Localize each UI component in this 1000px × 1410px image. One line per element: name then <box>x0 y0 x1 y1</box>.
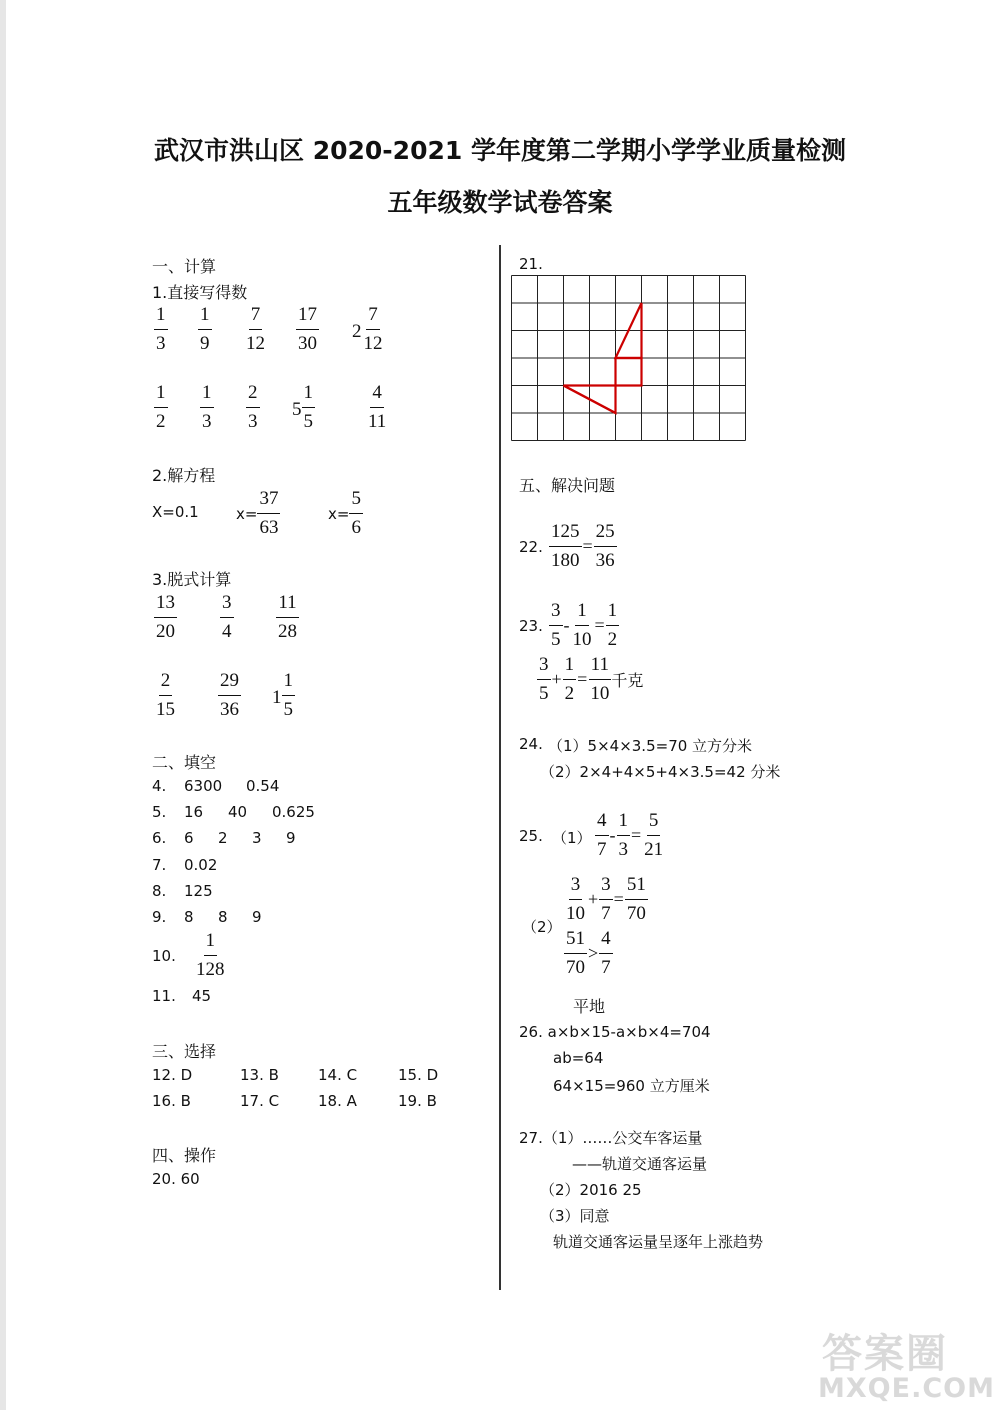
fill-item-number: 9. <box>152 908 167 926</box>
column-divider <box>499 245 501 1290</box>
section-2-heading: 二、填空 <box>152 753 217 772</box>
fill-item-value: 3 <box>252 829 262 848</box>
choice-answer: 19. B <box>398 1092 437 1110</box>
fraction: $\frac{1}{9}$ <box>200 304 210 354</box>
watermark-logo: 答案圈 <box>822 1331 948 1377</box>
fill-item-value: 6 <box>184 829 194 848</box>
question-22-number: 22. <box>519 538 543 556</box>
section-1-heading: 一、计算 <box>152 257 217 276</box>
fill-item-number: 10. <box>152 947 176 965</box>
fill-item-value: 0.02 <box>184 855 218 874</box>
fraction: $\frac{29}{36}$ <box>220 670 239 720</box>
choice-answer: 12. D <box>152 1066 193 1084</box>
fraction: $\frac{11}{28}$ <box>278 592 297 642</box>
fill-item-number: 11. <box>152 987 176 1005</box>
fill-item-value: 8 <box>218 908 228 926</box>
fill-item-number: 4. <box>152 777 167 795</box>
choice-answer: 16. B <box>152 1092 191 1110</box>
question-27-line-4: （3）同意 <box>540 1207 610 1225</box>
question-27-line-2: ——轨道交通客运量 <box>572 1155 708 1173</box>
fill-item-value: 2 <box>218 829 228 848</box>
section-5-heading: 五、解决问题 <box>519 476 616 495</box>
fraction: $\frac{7}{12}$ <box>246 304 265 354</box>
question-22-answer: $\frac{125}{180}$ = $\frac{25}{36}$ <box>551 521 615 571</box>
watermark-url: MXQE.COM <box>818 1373 995 1404</box>
question-26-line-1: 26. a×b×15-a×b×4=704 <box>519 1023 711 1041</box>
fill-item-number: 8. <box>152 881 167 900</box>
fraction: $\frac{2}{3}$ <box>248 382 258 432</box>
fraction: $\frac{4}{11}$ <box>368 382 387 432</box>
fill-item-value: 0.625 <box>272 803 315 822</box>
question-23-number: 23. <box>519 617 543 635</box>
fraction: $\frac{1}{3}$ <box>156 304 166 354</box>
equation-answer-1: X=0.1 <box>152 503 199 521</box>
choice-answer: 15. D <box>398 1066 439 1084</box>
fraction: $\frac{2}{15}$ <box>156 670 175 720</box>
fill-item-number: 7. <box>152 855 167 874</box>
question-26-line-2: ab=64 <box>553 1049 604 1067</box>
fill-item-value: 125 <box>184 881 213 900</box>
mixed-number: 2 $\frac{7}{12}$ <box>352 304 383 354</box>
question-25-part-1-label: （1） <box>552 829 592 847</box>
fraction: $\frac{17}{30}$ <box>298 304 317 354</box>
question-23-line-2: $\frac{3}{5}$ + $\frac{1}{2}$ = $\frac{11}{10}$ 千克 <box>539 654 644 704</box>
fill-item-value: 9 <box>252 908 262 926</box>
question-21-grid <box>511 275 747 443</box>
mixed-number: 1 $\frac{1}{5}$ <box>272 670 293 720</box>
fill-item-number: 6. <box>152 829 167 848</box>
question-27-line-3: （2）2016 25 <box>540 1181 642 1199</box>
equation-answer-3: x= $\frac{5}{6}$ <box>328 488 361 538</box>
question-23-line-1: $\frac{3}{5}$ - $\frac{1}{10}$ = $\frac{1}{2}$ <box>551 600 618 650</box>
fill-item-value: 8 <box>184 908 194 926</box>
question-25-number: 25. <box>519 827 543 845</box>
question-25-part-2-label: （2） <box>522 918 562 936</box>
original-figure <box>564 358 642 413</box>
equation-answer-2: x= $\frac{37}{63}$ <box>236 488 279 538</box>
question-24-line-1: （1）5×4×3.5=70 立方分米 <box>548 737 753 755</box>
fill-item-number: 5. <box>152 803 167 822</box>
fill-item-value: 6300 <box>184 777 223 795</box>
fill-item-value: 16 <box>184 803 204 822</box>
section-4-heading: 四、操作 <box>152 1146 217 1165</box>
question-27-line-5: 轨道交通客运量呈逐年上涨趋势 <box>553 1233 764 1251</box>
question-24-number: 24. <box>519 735 543 753</box>
choice-answer: 13. B <box>240 1066 279 1084</box>
fraction: $\frac{1}{3}$ <box>202 382 212 432</box>
fill-item-value: 0.54 <box>246 777 280 795</box>
sub-heading-2: 2.解方程 <box>152 466 216 485</box>
fill-item-11-value: 45 <box>192 987 212 1005</box>
page-title: 武汉市洪山区 2020-2021 学年度第二学期小学学业质量检测 <box>154 136 846 165</box>
fraction: $\frac{3}{4}$ <box>222 592 232 642</box>
question-24-line-2: （2）2×4+4×5+4×3.5=42 分米 <box>540 763 781 781</box>
fill-item-10-fraction: $\frac{1}{128}$ <box>196 930 225 980</box>
page-subtitle: 五年级数学试卷答案 <box>387 188 613 217</box>
operation-answer-20: 20. 60 <box>152 1170 200 1188</box>
fraction: $\frac{13}{20}$ <box>156 592 175 642</box>
question-25-line-3: $\frac{51}{70}$ > $\frac{4}{7}$ <box>566 928 611 978</box>
mixed-number: 5 $\frac{1}{5}$ <box>292 382 313 432</box>
fraction: $\frac{1}{2}$ <box>156 382 166 432</box>
fill-item-value: 40 <box>228 803 248 822</box>
choice-answer: 18. A <box>318 1092 357 1110</box>
section-3-heading: 三、选择 <box>152 1042 217 1061</box>
choice-answer: 17. C <box>240 1092 280 1110</box>
fill-item-value: 9 <box>286 829 296 848</box>
question-25-line-1: $\frac{4}{7}$ - $\frac{1}{3}$ = $\frac{5}{21}$ <box>597 810 664 860</box>
question-26-line-3: 64×15=960 立方厘米 <box>553 1077 710 1095</box>
choice-answer: 14. C <box>318 1066 358 1084</box>
sub-heading-1: 1.直接写得数 <box>152 283 248 302</box>
question-25-line-2: $\frac{3}{10}$ + $\frac{3}{7}$ = $\frac{51}{70}$ <box>566 874 646 924</box>
question-27-line-1: 27.（1）……公交车客运量 <box>519 1129 703 1147</box>
question-25-answer: 平地 <box>573 997 606 1016</box>
sub-heading-3: 3.脱式计算 <box>152 570 232 589</box>
question-21-label: 21. <box>519 255 543 273</box>
